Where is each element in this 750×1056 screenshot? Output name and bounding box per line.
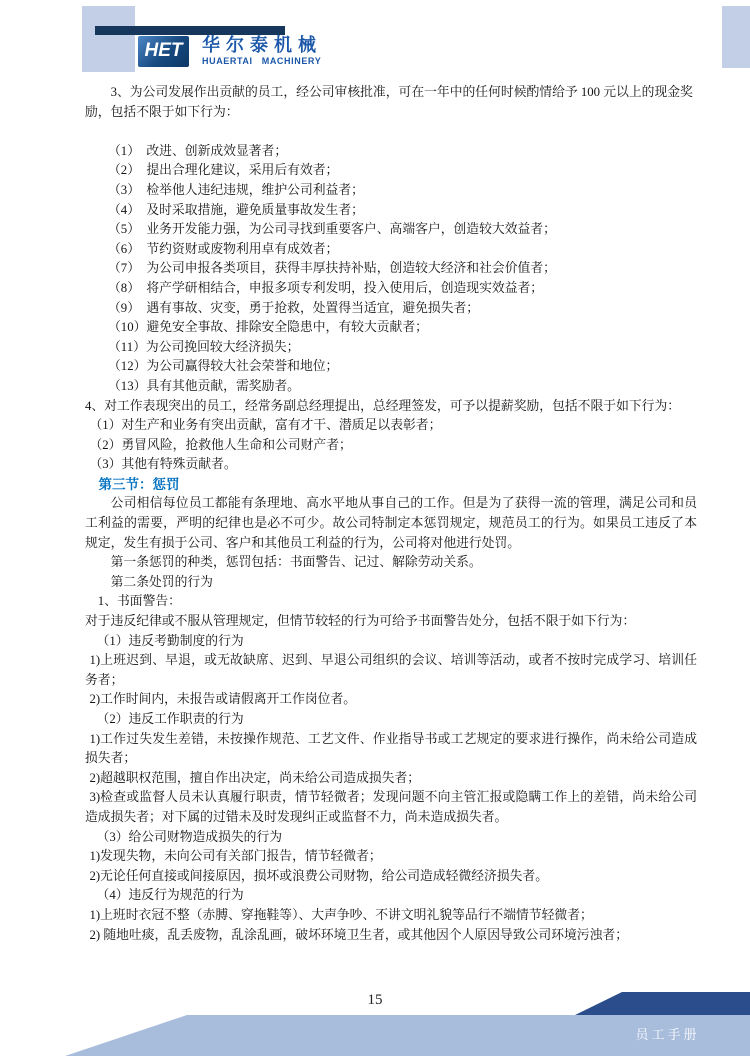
paragraph: （12）为公司赢得较大社会荣誉和地位； (108, 359, 339, 374)
paragraph: （7） 为公司申报各类项目，获得丰厚扶持补贴，创造较大经济和社会价值者； (108, 261, 556, 276)
paragraph: 1、书面警告： (97, 594, 181, 609)
blank-line (85, 122, 697, 142)
paragraph: 对于违反纪律或不服从管理规定，但情节较轻的行为可给予书面警告处分，包括不限于如下行为： (85, 614, 636, 629)
logo-het-icon (138, 36, 189, 67)
header-right-accent-rect (722, 6, 750, 68)
paragraph: 1)工作过失发生差错，未按操作规范、工艺文件、作业指导书或工艺规定的要求进行操作，尚未给公司造成损失者； (85, 731, 697, 766)
paragraph: （13）具有其他贡献，需奖励者。 (108, 378, 300, 393)
paragraph: （5） 业务开发能力强，为公司寻找到重要客户、高端客户，创造较大效益者； (108, 222, 556, 237)
paragraph: （3）给公司财物造成损失的行为 (96, 829, 283, 844)
paragraph: （1）违反考勤制度的行为 (96, 633, 244, 648)
paragraph: 2)无论任何直接或间接原因，损坏或浪费公司财物，给公司造成轻微经济损失者。 (89, 868, 549, 883)
company-name-en: HUAERTAI MACHINERY (202, 56, 322, 66)
paragraph: 第二条处罚的行为 (110, 574, 213, 589)
paragraph: （8） 将产学研相结合，申报多项专利发明，投入使用后，创造现实效益者； (108, 280, 544, 295)
header-left-accent-rect (82, 6, 135, 72)
paragraph: 1)上班时衣冠不整（赤膊、穿拖鞋等）、大声争吵、不讲文明礼貌等品行不端情节轻微者； (89, 907, 593, 922)
document-body (85, 83, 697, 945)
page-number: 15 (367, 992, 383, 1008)
company-logo (138, 35, 322, 67)
logo-het-text: HET (144, 40, 183, 61)
paragraph: 第一条惩罚的种类，惩罚包括：书面警告、记过、解除劳动关系。 (110, 555, 482, 570)
paragraph: （9） 遇有事故、灾变，勇于抢救，处置得当适宜，避免损失者； (108, 300, 480, 315)
paragraph: （2） 提出合理化建议，采用后有效者； (108, 163, 339, 178)
paragraph: （3） 检举他人违纪违规，维护公司利益者； (108, 182, 364, 197)
header-navy-bar (95, 26, 285, 35)
paragraph: （2）勇冒风险，抢救他人生命和公司财产者； (89, 437, 352, 452)
paragraph: 1)上班迟到、早退，或无故缺席、迟到、早退公司组织的会议、培训等活动，或者不按时完成学习、培训任务者； (85, 653, 697, 687)
paragraph: 3)检查或监督人员未认真履行职责，情节轻微者；发现问题不向主管汇报或隐瞒工作上的差错，尚未给公司造成损失者；对下属的过错未及时发现纠正或监督不力，尚未造成损失者。 (85, 790, 697, 824)
paragraph: 2)工作时间内，未报告或请假离开工作岗位者。 (89, 692, 357, 707)
paragraph: （2）违反工作职责的行为 (96, 712, 244, 726)
paragraph: 4、对工作表现突出的员工，经常务副总经理提出，总经理签发，可予以提薪奖励，包括不限于如下行为： (85, 398, 681, 413)
paragraph: （3）其他有特殊贡献者。 (89, 457, 237, 472)
paragraph: （4） 及时采取措施，避免质量事故发生者； (108, 202, 364, 217)
paragraph: 3、为公司发展作出贡献的员工，经公司审核批准，可在一年中的任何时候酌情给予 100 元以上的现金奖励，包括不限于如下行为： (85, 85, 693, 119)
paragraph: 1)发现失物，未向公司有关部门报告，情节轻微者； (89, 849, 382, 864)
logo-names (202, 35, 322, 67)
paragraph: 公司相信每位员工都能有条理地、高水平地从事自己的工作。但是为了获得一流的管理，满足公司和员工利益的需要，严明的纪律也是必不可少。故公司特制定本惩罚规定，规范员工的行为。如果员工违反了本规定，发生有损于公司、客户和其他员工利益的行为，公司将对他进行处罚。 (85, 496, 697, 550)
paragraph: 2)超越职权范围，擅自作出决定，尚未给公司造成损失者； (89, 770, 421, 785)
paragraph: （4）违反行为规范的行为 (96, 888, 244, 903)
paragraph: （11）为公司挽回较大经济损失； (108, 339, 300, 354)
paragraph: （1） 改进、创新成效显著者； (108, 143, 288, 158)
paragraph: （6） 节约资财或废物利用卓有成效者； (108, 241, 339, 256)
section-heading: 第三节：惩罚 (98, 476, 180, 492)
company-name-cn: 华尔泰机械 (202, 35, 322, 55)
paragraph: （1）对生产和业务有突出贡献，富有才干、潜质足以表彰者； (89, 418, 442, 433)
paragraph: （10）避免安全事故、排除安全隐患中，有较大贡献者； (108, 320, 428, 335)
paragraph: 2) 随地吐痰，乱丢废物，乱涂乱画，破坏环境卫生者，或其他因个人原因导致公司环境污浊者； (89, 927, 628, 942)
footer-doc-title: 员工手册 (635, 1027, 700, 1042)
